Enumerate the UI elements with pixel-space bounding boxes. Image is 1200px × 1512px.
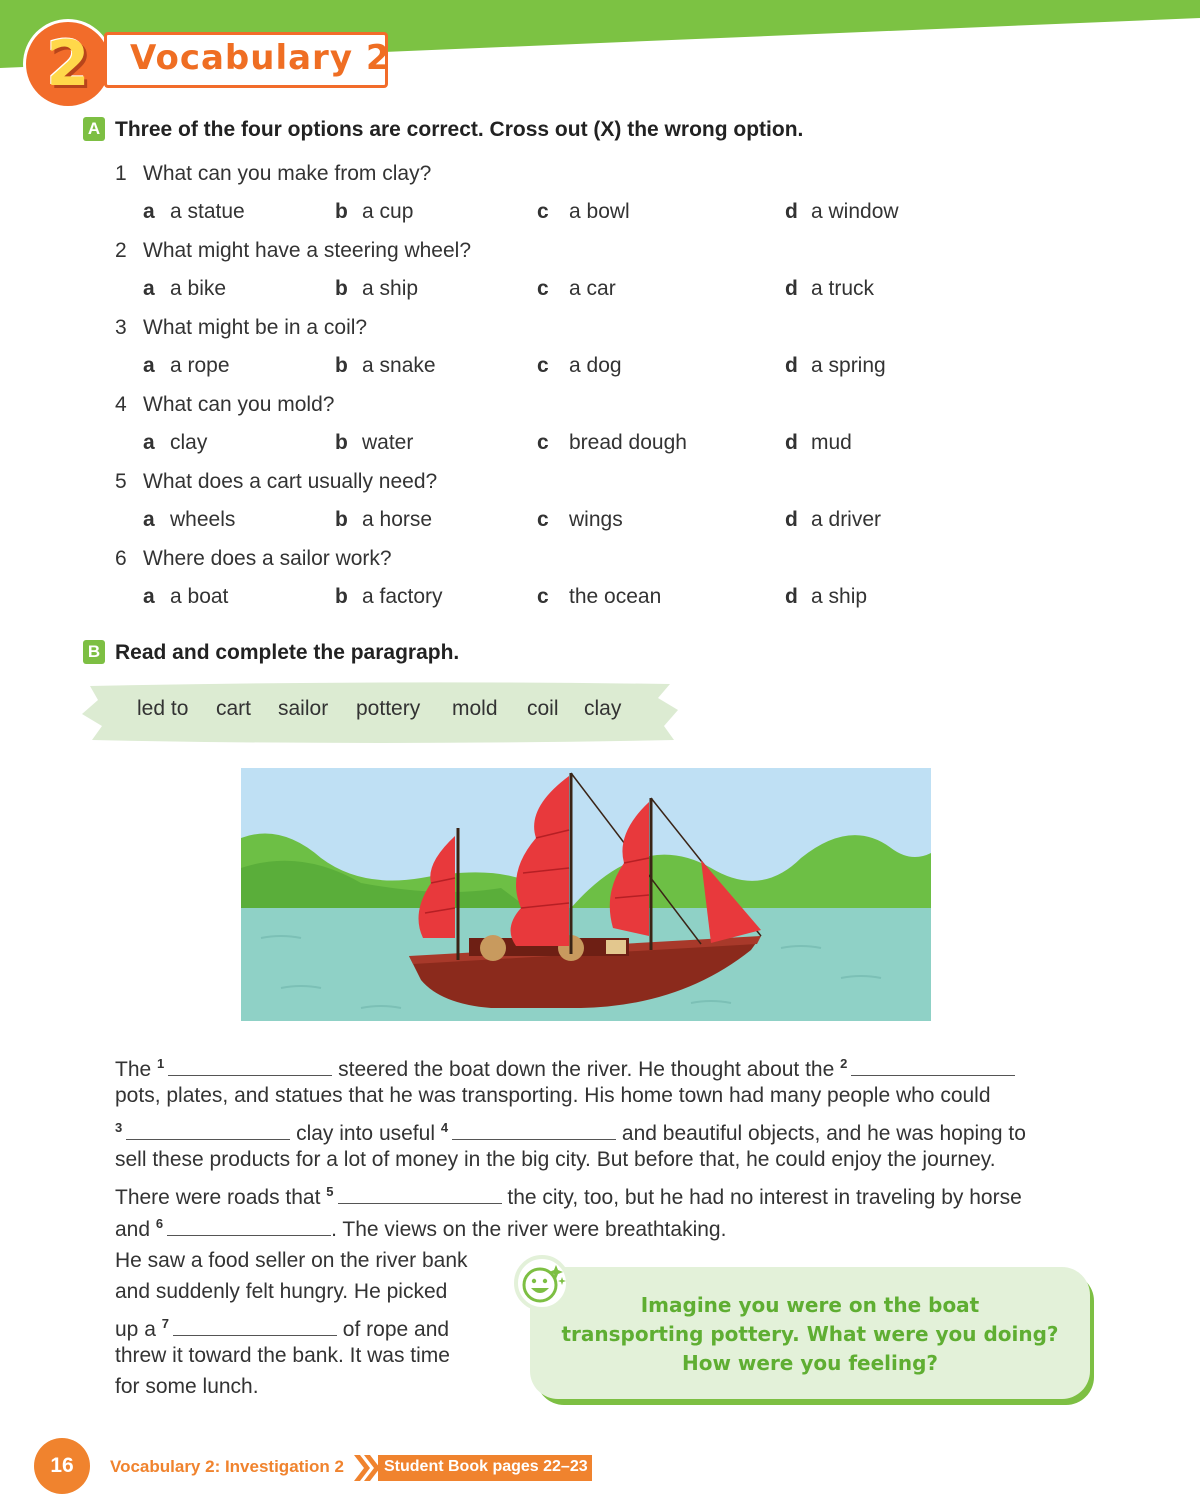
option-text[interactable]: bread dough [569, 431, 687, 454]
blank-number: 2 [840, 1056, 848, 1071]
question-number: 3 [115, 316, 127, 339]
option-letter: a [143, 354, 155, 377]
option-letter: b [335, 431, 348, 454]
thinking-prompt [540, 1291, 1080, 1378]
option-letter: a [143, 585, 155, 608]
blank-number: 4 [440, 1120, 449, 1135]
word-bank-word: pottery [356, 697, 421, 720]
para-text: up a [115, 1318, 156, 1341]
section-b-badge: B [83, 640, 105, 664]
option-letter: a [143, 200, 155, 223]
para-text: and suddenly felt hungry. He picked [115, 1280, 448, 1303]
option-text[interactable]: a ship [362, 277, 419, 300]
option-letter: c [537, 431, 549, 454]
option-text[interactable]: a car [569, 277, 616, 300]
option-letter: c [537, 200, 549, 223]
section-a-badge: A [83, 117, 105, 141]
question-number: 2 [115, 239, 127, 262]
blank-3[interactable] [126, 1119, 290, 1140]
junk-boat-illustration [241, 768, 931, 1021]
option-letter: a [143, 277, 155, 300]
blank-1[interactable] [168, 1055, 332, 1076]
word-bank-word: mold [452, 697, 498, 720]
blank-2[interactable] [851, 1055, 1015, 1076]
option-text[interactable]: mud [811, 431, 852, 454]
para-text: He saw a food seller on the river bank [115, 1249, 468, 1272]
question-number: 5 [115, 470, 127, 493]
option-letter: d [785, 354, 798, 377]
para-text: for some lunch. [115, 1375, 259, 1398]
chevron-right-icon [352, 1455, 380, 1481]
word-bank-word: clay [584, 697, 622, 720]
blank-5[interactable] [338, 1183, 502, 1204]
word-bank-word: sailor [278, 697, 329, 720]
question-text: What can you make from clay? [143, 162, 432, 185]
option-text[interactable]: a bike [170, 277, 227, 300]
para-text: sell these products for a lot of money in the big city. But before that, he could enjoy the journey. [115, 1148, 996, 1171]
option-text[interactable]: a ship [811, 585, 868, 608]
word-bank-word: led to [137, 697, 189, 720]
option-letter: d [785, 200, 798, 223]
question-text: What can you mold? [143, 393, 335, 416]
option-letter: d [785, 277, 798, 300]
question-number: 4 [115, 393, 127, 416]
option-text[interactable]: clay [170, 431, 208, 454]
option-letter: b [335, 277, 348, 300]
para-text: pots, plates, and statues that he was transporting. His home town had many people who could [115, 1084, 991, 1107]
thinking-line: How were you feeling? [681, 1351, 939, 1375]
word-bank-word: cart [216, 697, 252, 720]
para-text: clay into useful [296, 1122, 435, 1145]
option-letter: b [335, 585, 348, 608]
paragraph-1 [115, 1048, 1075, 1248]
option-text[interactable]: a statue [170, 200, 245, 223]
option-text[interactable]: a cup [362, 200, 414, 223]
option-text[interactable]: a bowl [569, 200, 630, 223]
section-b-instruction: Read and complete the paragraph. [115, 641, 460, 664]
question-text: What does a cart usually need? [143, 470, 438, 493]
footer-label: Vocabulary 2: Investigation 2 [110, 1457, 344, 1476]
option-text[interactable]: a boat [170, 585, 229, 608]
option-text[interactable]: a spring [811, 354, 886, 377]
para-text: and beautiful objects, and he was hoping to [621, 1122, 1026, 1145]
option-letter: c [537, 585, 549, 608]
option-letter: c [537, 508, 549, 531]
para-text: . The views on the river were breathtaking. [331, 1218, 727, 1241]
blank-6[interactable] [167, 1215, 331, 1236]
option-text[interactable]: a dog [569, 354, 622, 377]
blank-4[interactable] [452, 1119, 616, 1140]
option-letter: c [537, 277, 549, 300]
option-letter: b [335, 354, 348, 377]
para-text: The [115, 1058, 152, 1081]
option-letter: d [785, 508, 798, 531]
option-text[interactable]: a rope [170, 354, 230, 377]
option-letter: c [537, 354, 549, 377]
option-text[interactable]: the ocean [569, 585, 662, 608]
paragraph-2 [115, 1245, 495, 1410]
question-number: 1 [115, 162, 127, 185]
blank-number: 6 [155, 1216, 164, 1231]
page-number: 16 [50, 1454, 74, 1477]
option-letter: a [143, 508, 155, 531]
thinking-line: Imagine you were on the boat [640, 1293, 980, 1317]
option-text[interactable]: a factory [362, 585, 443, 608]
blank-number: 3 [115, 1120, 123, 1135]
word-bank-word: coil [527, 697, 559, 720]
option-text[interactable]: a truck [811, 277, 875, 300]
page-title: Vocabulary 2 [130, 38, 391, 78]
para-text: threw it toward the bank. It was time [115, 1344, 450, 1367]
para-text: and [115, 1218, 151, 1241]
option-text[interactable]: a window [811, 200, 899, 223]
section-a-instruction: Three of the four options are correct. Cross out (X) the wrong option. [115, 118, 804, 141]
blank-7[interactable] [173, 1315, 337, 1336]
option-text[interactable]: wheels [170, 508, 236, 531]
question-text: Where does a sailor work? [143, 547, 392, 570]
question-text: What might have a steering wheel? [143, 239, 472, 262]
option-letter: a [143, 431, 155, 454]
option-letter: b [335, 200, 348, 223]
option-text[interactable]: a driver [811, 508, 882, 531]
option-text[interactable]: a snake [362, 354, 436, 377]
blank-number: 7 [161, 1316, 169, 1331]
option-letter: b [335, 508, 348, 531]
para-text: steered the boat down the river. He thought about the [338, 1058, 835, 1081]
option-text[interactable]: water [362, 431, 414, 454]
book-reference: Student Book pages 22–23 [384, 1458, 588, 1475]
option-text[interactable]: a horse [362, 508, 433, 531]
blank-number: 5 [326, 1184, 334, 1199]
option-letter: d [785, 585, 798, 608]
para-text: the city, too, but he had no interest in traveling by horse [507, 1186, 1022, 1209]
thinking-line: transporting pottery. What were you doing? [561, 1322, 1059, 1346]
para-text: of rope and [342, 1318, 450, 1341]
option-letter: d [785, 431, 798, 454]
option-text[interactable]: wings [569, 508, 623, 531]
blank-number: 1 [157, 1056, 165, 1071]
question-number: 6 [115, 547, 127, 570]
para-text: There were roads that [115, 1186, 321, 1209]
unit-number: 2 [46, 27, 90, 100]
question-text: What might be in a coil? [143, 316, 368, 339]
